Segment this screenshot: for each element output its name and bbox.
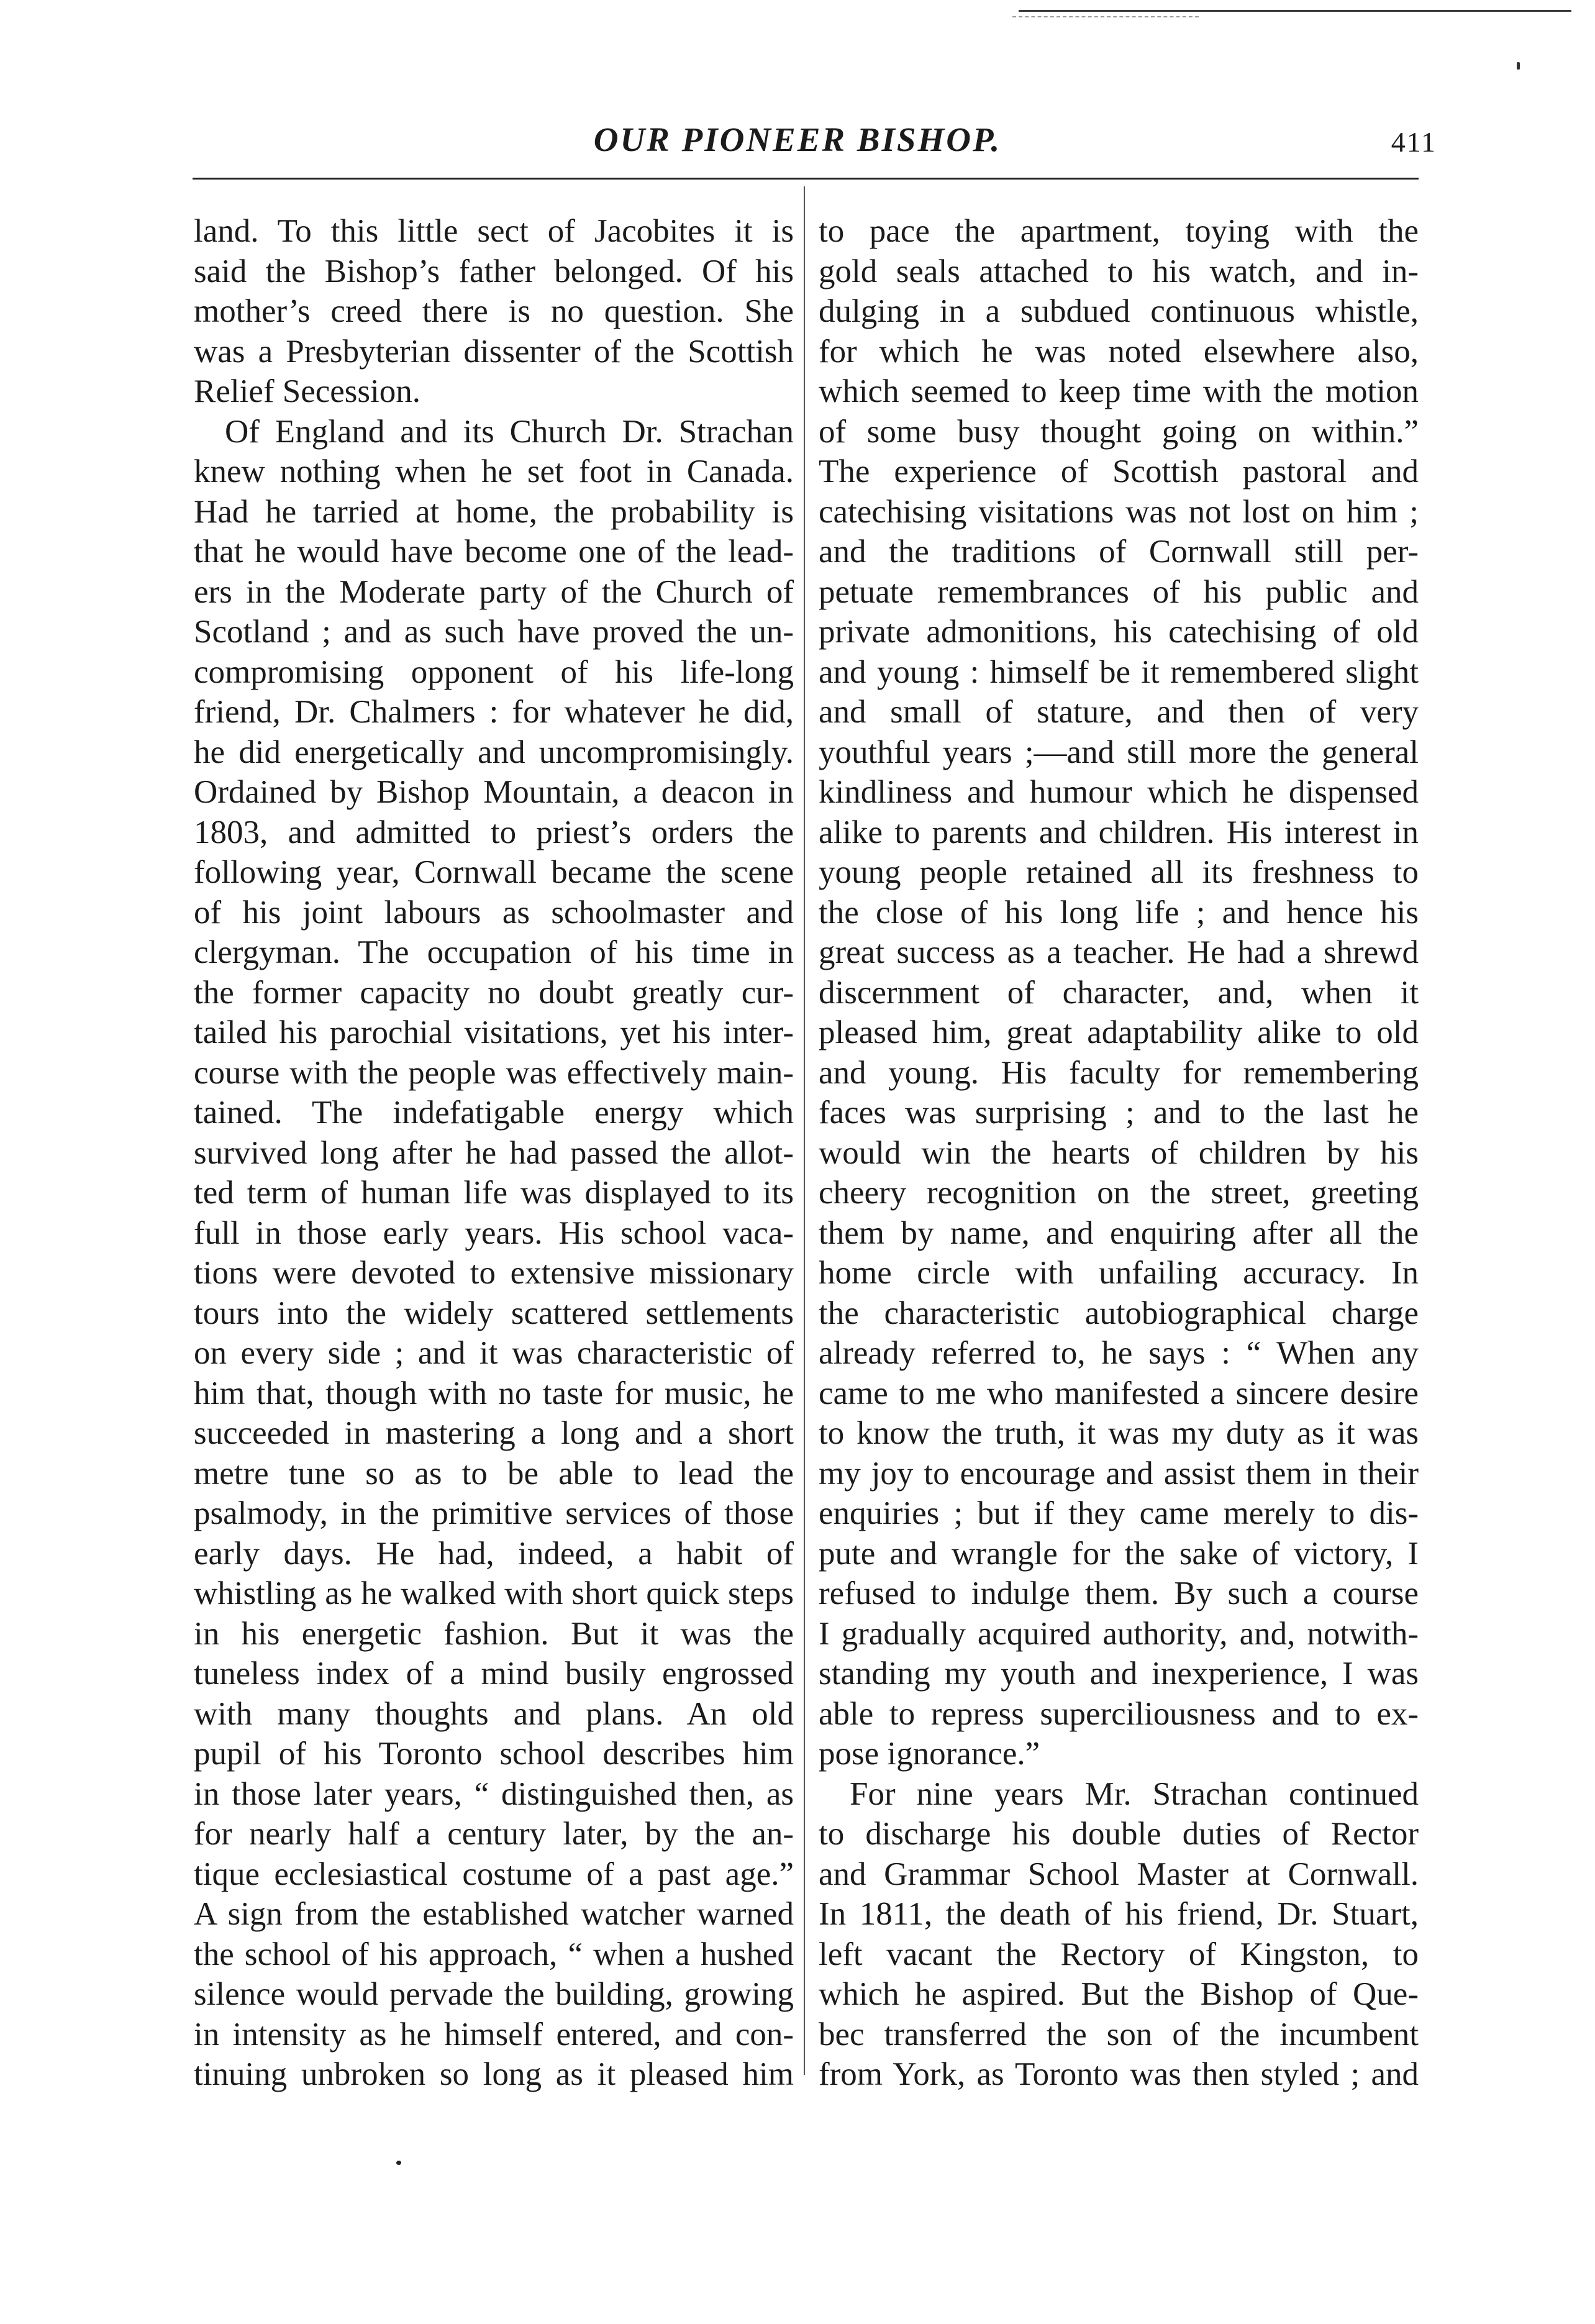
text-line: and the traditions of Cornwall still per- xyxy=(819,534,1419,570)
text-line: I gradually acquired authority, and, notwith- xyxy=(819,1615,1419,1652)
text-line: discernment of character, and, when it xyxy=(819,974,1419,1011)
text-line: great success as a teacher. He had a shrewd xyxy=(819,934,1419,970)
text-line: pupil of his Toronto school describes him xyxy=(194,1736,794,1772)
text-line: and Grammar School Master at Cornwall. xyxy=(819,1856,1419,1892)
text-line: tions were devoted to extensive missionary xyxy=(194,1255,794,1291)
text-line: tique ecclesiastical costume of a past age.” xyxy=(194,1856,794,1892)
text-line: him that, though with no taste for music, he xyxy=(194,1375,794,1411)
text-line: them by name, and enquiring after all the xyxy=(819,1214,1419,1251)
text-line: pute and wrangle for the sake of victory, I xyxy=(819,1535,1419,1572)
text-line: alike to parents and children. His interest in xyxy=(819,814,1419,850)
text-line: which seemed to keep time with the motion xyxy=(819,373,1419,409)
text-line: succeeded in mastering a long and a short xyxy=(194,1415,794,1451)
text-line: metre tune so as to be able to lead the xyxy=(194,1455,794,1492)
text-line: to discharge his double duties of Rector xyxy=(819,1816,1419,1852)
text-line: full in those early years. His school vaca- xyxy=(194,1214,794,1251)
text-line: of some busy thought going on within.” xyxy=(819,413,1419,450)
text-line: the characteristic autobiographical charge xyxy=(819,1295,1419,1331)
text-line: tailed his parochial visitations, yet his inter- xyxy=(194,1014,794,1050)
text-line: with many thoughts and plans. An old xyxy=(194,1695,794,1732)
text-line: tinuing unbroken so long as it pleased him xyxy=(194,2056,794,2092)
text-line: pose ignorance.” xyxy=(819,1736,1040,1772)
text-line: psalmody, in the primitive services of those xyxy=(194,1495,794,1531)
text-line: whistling as he walked with short quick steps xyxy=(194,1575,794,1611)
text-line: silence would pervade the building, growing xyxy=(194,1976,794,2012)
text-line: he did energetically and uncompromisingly. xyxy=(194,734,794,770)
text-line: and young : himself be it remembered slight xyxy=(819,654,1419,690)
text-line: was a Presbyterian dissenter of the Scottish xyxy=(194,333,794,370)
text-line: and young. His faculty for remembering xyxy=(819,1054,1419,1091)
text-line: ers in the Moderate party of the Church of xyxy=(194,573,794,610)
text-line: course with the people was effectively main- xyxy=(194,1054,794,1091)
text-line: private admonitions, his catechising of old xyxy=(819,614,1419,650)
top-edge-faint-rule xyxy=(1012,16,1199,17)
text-line: Scotland ; and as such have proved the un- xyxy=(194,614,794,650)
text-line: for which he was noted elsewhere also, xyxy=(819,333,1419,370)
text-line: left vacant the Rectory of Kingston, to xyxy=(819,1936,1419,1972)
text-line: refused to indulge them. By such a course xyxy=(819,1575,1419,1611)
text-line: home circle with unfailing accuracy. In xyxy=(819,1255,1419,1291)
text-line: and small of stature, and then of very xyxy=(819,694,1419,730)
text-line: survived long after he had passed the allot- xyxy=(194,1134,794,1171)
text-line: which he aspired. But the Bishop of Que- xyxy=(819,1976,1419,2012)
text-line: friend, Dr. Chalmers : for whatever he did, xyxy=(194,694,794,730)
text-line: In 1811, the death of his friend, Dr. Stuart, xyxy=(819,1896,1419,1932)
text-line: that he would have become one of the lead- xyxy=(194,534,794,570)
text-line: for nearly half a century later, by the an- xyxy=(194,1816,794,1852)
text-line: said the Bishop’s father belonged. Of his xyxy=(194,253,794,289)
text-line: dulging in a subdued continuous whistle, xyxy=(819,293,1419,329)
text-line: land. To this little sect of Jacobites it is xyxy=(194,213,794,249)
text-line: in those later years, “ distinguished then, as xyxy=(194,1775,794,1812)
text-line: Ordained by Bishop Mountain, a deacon in xyxy=(194,774,794,810)
text-line: For nine years Mr. Strachan continued xyxy=(850,1775,1419,1812)
text-line: catechising visitations was not lost on him ; xyxy=(819,493,1419,530)
text-line: on every side ; and it was characteristic of xyxy=(194,1335,794,1371)
page-number: 411 xyxy=(1391,126,1437,158)
text-line: pleased him, great adaptability alike to old xyxy=(819,1014,1419,1050)
text-line: to pace the apartment, toying with the xyxy=(819,213,1419,249)
text-line: the close of his long life ; and hence his xyxy=(819,894,1419,931)
left-column xyxy=(194,211,794,2095)
header-rule xyxy=(193,178,1419,180)
text-line: youthful years ;—and still more the general xyxy=(819,734,1419,770)
text-line: Had he tarried at home, the probability is xyxy=(194,493,794,530)
text-line: in his energetic fashion. But it was the xyxy=(194,1615,794,1652)
text-line: The experience of Scottish pastoral and xyxy=(819,453,1419,490)
text-line: standing my youth and inexperience, I was xyxy=(819,1656,1419,1692)
right-column xyxy=(819,211,1419,2095)
text-line: ted term of human life was displayed to its xyxy=(194,1175,794,1211)
text-line: to know the truth, it was my duty as it was xyxy=(819,1415,1419,1451)
text-line: clergyman. The occupation of his time in xyxy=(194,934,794,970)
text-line: following year, Cornwall became the scene xyxy=(194,854,794,890)
text-line: young people retained all its freshness to xyxy=(819,854,1419,890)
text-line: tained. The indefatigable energy which xyxy=(194,1095,794,1131)
text-line: would win the hearts of children by his xyxy=(819,1134,1419,1171)
running-title: OUR PIONEER BISHOP. xyxy=(593,121,1002,158)
text-line: from York, as Toronto was then styled ; and xyxy=(819,2056,1419,2092)
text-line: able to repress superciliousness and to ex- xyxy=(819,1695,1419,1732)
text-line: gold seals attached to his watch, and in- xyxy=(819,253,1419,289)
text-line: enquiries ; but if they came merely to dis- xyxy=(819,1495,1419,1531)
text-line: tours into the widely scattered settlements xyxy=(194,1295,794,1331)
text-line: of his joint labours as schoolmaster and xyxy=(194,894,794,931)
text-line: the former capacity no doubt greatly cur- xyxy=(194,974,794,1011)
text-line: the school of his approach, “ when a hushed xyxy=(194,1936,794,1972)
text-line: already referred to, he says : “ When any xyxy=(819,1335,1419,1371)
text-line: Relief Secession. xyxy=(194,373,421,409)
text-line: my joy to encourage and assist them in their xyxy=(819,1455,1419,1492)
text-line: in intensity as he himself entered, and con- xyxy=(194,2016,794,2053)
text-line: kindliness and humour which he dispensed xyxy=(819,774,1419,810)
text-line: came to me who manifested a sincere desire xyxy=(819,1375,1419,1411)
column-divider xyxy=(804,186,805,2075)
text-line: Of England and its Church Dr. Strachan xyxy=(225,413,794,450)
text-line: cheery recognition on the street, greeting xyxy=(819,1175,1419,1211)
text-line: faces was surprising ; and to the last he xyxy=(819,1095,1419,1131)
text-line: mother’s creed there is no question. She xyxy=(194,293,794,329)
text-line: 1803, and admitted to priest’s orders the xyxy=(194,814,794,850)
text-line: compromising opponent of his life-long xyxy=(194,654,794,690)
text-line: bec transferred the son of the incumbent xyxy=(819,2016,1419,2053)
text-line: A sign from the established watcher warned xyxy=(194,1896,794,1932)
top-edge-rule xyxy=(1019,10,1571,12)
stray-ink-dot xyxy=(396,2161,401,2165)
text-line: knew nothing when he set foot in Canada. xyxy=(194,453,794,490)
stray-ink-mark xyxy=(1517,62,1520,70)
text-line: petuate remembrances of his public and xyxy=(819,573,1419,610)
text-line: tuneless index of a mind busily engrossed xyxy=(194,1656,794,1692)
text-line: early days. He had, indeed, a habit of xyxy=(194,1535,794,1572)
